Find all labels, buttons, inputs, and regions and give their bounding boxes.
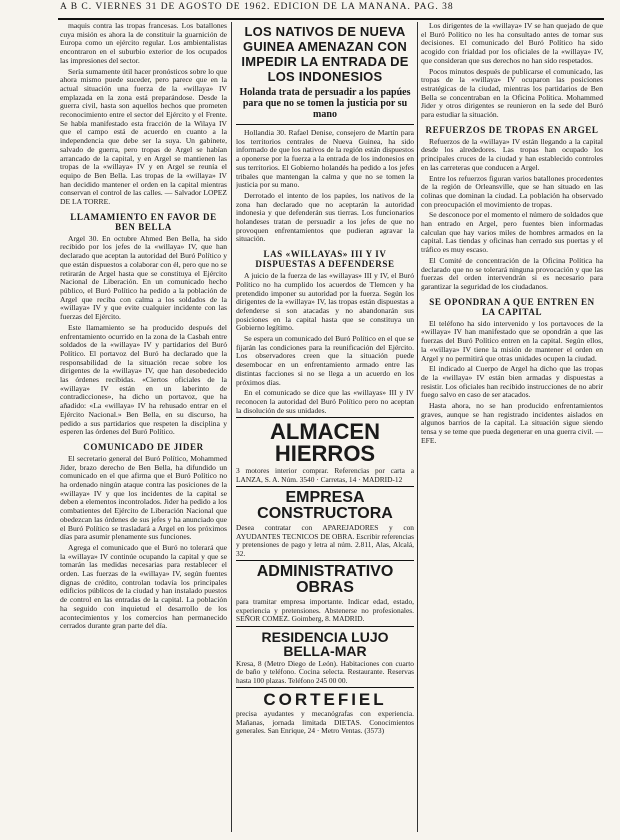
ad-title: ALMACEN HIERROS (270, 419, 380, 467)
classified-ad (236, 626, 414, 688)
article-paragraph: El secretario general del Buró Político, Mohammed Jider, brazo derecho de Ben Bella, ha difundido un comunicado en el que afirma que el Buró Político no ha ordenado ningún ataque contra las posiciones de la «willaya» IV y que los incidentes de la capital se deben a elementos incontrolados. Jider ha pedido a los combatientes del Ejército de Liberación Nacional que obedezcan las órdenes de sus jefes y ha anunciado que el Buró Político se trasladará a Argel en los próximos días para asumir plenamente sus funciones. (60, 453, 227, 542)
classified-ad (236, 486, 414, 560)
running-head: A B C. VIERNES 31 DE AGOSTO DE 1962. EDICION DE LA MAÑANA. PAG. 38 (60, 2, 454, 12)
article-paragraph: Sería sumamente útil hacer pronósticos sobre lo que ahora mismo puede suceder, pero parece que en la actual situación una fuerza de la «willaya» IV emplazada en la zona está preparándose. Desde la guerra civil, hasta son aquellos hechos que prometen reconocimiento entre el sector del Ejército y el Frente. Se había manifestado esta fracción de la Wilaya IV que el campo está de acuerdo en cuanto a la independencia que debe ser la suya. Un gabinete, salvado de guerra, pero tropas de Argel se habían arrancado de la capital, y en Argel se mantienen las tropas de la «willaya» IV y en Argel se reunía el equipo de Ben Bella. Las tropas de la «willaya» IV han decidido mantener el orden en la capital mientras conservan el control de las calles. — Salvador LOPEZ DE LA TORRE. (60, 66, 227, 207)
ad-title: EMPRESA CONSTRUCTORA (257, 489, 393, 523)
section-heading: SE OPONDRAN A QUE ENTREN EN LA CAPITAL (429, 296, 595, 317)
section-heading: REFUERZOS DE TROPAS EN ARGEL (425, 124, 599, 135)
classified-ad (236, 417, 414, 486)
ad-text: Kresa, 8 (Metro Diego de León). Habitaciones con cuarto de baño y teléfono. Cocina selecta. Restaurante. Reservas hasta 100 plazas. Teléfono 245 00 00. (236, 658, 414, 685)
headline-block (236, 22, 414, 125)
article-paragraph: El Comité de concentración de la Oficina Política ha declarado que no se tolerará ninguna provocación y que las fuerzas del orden intervendrán si es necesario para garantizar la seguridad de los ciudadanos. (421, 255, 603, 291)
ad-text: Desea contratar con APAREJADORES y con AYUDANTES TECNICOS DE OBRA. Escribir referencias y pretensiones de pago y letra al núm. 2.811, Alas, Alcalá, 32. (236, 523, 414, 558)
article-paragraph: Agrega el comunicado que el Buró no tolerará que la «willaya» IV continúe ocupando la capital y que se tomarán las medidas necesarias para restablecer el orden. Las fuerzas de la «willaya» IV, según fuentes dignas de crédito, controlan todavía los principales edificios públicos de la ciudad y han instalado puestos de control en las entradas de la capital. La población ha seguido con inquietud el desarrollo de los acontecimientos y los comercios han permanecido cerrados durante gran parte del día. (60, 542, 227, 631)
article-paragraph: El teléfono ha sido intervenido y los portavoces de la «willaya» IV han manifestado que se opondrán a que las fuerzas del Buró Político entren en la capital. Según ellos, la «willaya» IV tiene la misión de mantener el orden en Argel y no permitirá que otras unidades ocupen la ciudad. (421, 318, 603, 363)
article-paragraph: maquis contra las tropas francesas. Los batallones cuya misión es ahora la de constituir la guarnición de Europa como un ejército regular. Los ambientalistas encontraron en el suburbio exterior de los ocupados las impresiones del sector. (60, 22, 227, 65)
article-paragraph: Argel 30. En octubre Ahmed Ben Bella, ha sido recibido por los jefes de la «willaya» IV, que han declarado que aceptan la autoridad del Buró Político y que están dispuestos a colaborar con él, pero que no se retirarán de Argel hasta que se constituya el Ejército Nacional de Liberación. En un comunicado hecho público, el Buró Político ha pedido a la población de Argel que reciba con calma a los soldados de la «willaya» IV y que evite cualquier incidente con las fuerzas del Ejército. (60, 233, 227, 322)
sub-headline: Holanda trata de persuadir a los papúes para que no se tomen la justicia por su mano (239, 87, 411, 120)
article-paragraph: Hasta ahora, no se han producido enfrentamientos graves, aunque se han registrado incidentes aislados en algunos barrios de la capital. La situación sigue siendo tensa y se teme que pueda degenerar en una guerra civil. — EFE. (421, 401, 603, 445)
ad-title: RESIDENCIA LUJO BELLA-MAR (261, 628, 389, 659)
column-rule-1 (231, 22, 232, 832)
article-paragraph: A juicio de la fuerza de las «willayas» III y IV, el Buró Político no ha cumplido los acuerdos de Tlemcen y ha pretendido imponer su autoridad por la fuerza. Según los dirigentes de la «willaya» IV, las tropas están dispuestas a defenderse si son atacadas y no abandonarán sus posiciones en la capital hasta que se constituya un Gobierno legítimo. (236, 271, 414, 333)
article-paragraph: Refuerzos de la «willaya» IV están llegando a la capital desde los alrededores. Las tropas han ocupado los principales cruces de la ciudad y han establecido controles en las carreteras que conducen a Argel. (421, 136, 603, 172)
column-rule-2 (417, 22, 418, 832)
section-heading: COMUNICADO DE JIDER (83, 441, 204, 452)
ad-text: 3 motores interior comprar. Referencias por carta a LANZA, S. A. Núm. 3540 · Carretas, 14 · MADRID-12 (236, 466, 414, 484)
section-heading: LLAMAMIENTO EN FAVOR DE BEN BELLA (70, 211, 217, 232)
article-paragraph: Este llamamiento se ha producido después del enfrentamiento ocurrido en la zona de la Casbah entre soldados de la «willaya» IV y partidarios del Buró Político. El portavoz del Buró ha declarado que la responsabilidad de la situación recae sobre los dirigentes de la «willaya» IV, que han desobedecido las órdenes recibidas. «Ciertos oficiales de la «willaya» IV están en un laberinto de contradicciones», ha dicho un portavoz, que ha añadido: «La «willaya» IV ha rehusado entrar en el Ejército Nacional.» Ben Bella, en su discurso, ha pedido a sus partidarios que respeten la disciplina y esperen las órdenes del Buró Político. (60, 322, 227, 437)
classified-ad (236, 687, 414, 738)
ad-title: CORTEFIEL (263, 690, 387, 710)
article-paragraph: Derrotado el intento de los papúes, los nativos de la zona han declarado que no aceptarán la autoridad indonesia y que defenderán sus tierras. Los funcionarios holandeses tratan de persuadir a los jefes de que no provoquen enfrentamientos que pudieran agravar la situación. (236, 190, 414, 244)
article-paragraph: Pocos minutos después de publicarse el comunicado, las tropas de la «willaya» IV ocuparon las posiciones estratégicas de la ciudad, mientras los partidarios de Ben Bella se concentraban en la Oficina Política. Mohammed Jider y otros dirigentes se reunieron en la sede del Buró para estudiar la situación. (421, 66, 603, 120)
article-paragraph: Entre los refuerzos figuran varios batallones procedentes de la región de Orleansville, que se han situado en las colinas que dominan la ciudad. La población ha observado con preocupación el movimiento de tropas. (421, 173, 603, 209)
classified-ad (236, 560, 414, 626)
ad-text: precisa ayudantes y mecanógrafas con experiencia. Mañanas, jornada limitada DIETAS. Conocimientos generales. San Enrique, 24 · Metro Ventas. (3573) (236, 709, 414, 736)
section-heading: LAS «WILLAYAS» III Y IV DISPUESTAS A DEFENDERSE (255, 249, 395, 270)
article-paragraph: Se desconoce por el momento el número de soldados que han entrado en Argel, pero fuentes bien informadas calculan que hay varios miles de hombres armados en la capital. Las tiendas y oficinas han cerrado sus puertas y el tráfico es muy escaso. (421, 210, 603, 255)
ad-text: para tramitar empresa importante. Indicar edad, estado, experiencia y pretensiones. Abstenerse no profesionales. SEÑOR COMEZ. Goimberg, 8. MADRID. (236, 597, 414, 624)
header-rule (58, 18, 604, 20)
article-paragraph: El indicado al Cuerpo de Argel ha dicho que las tropas de la «willaya» IV están bien armadas y dispuestas a resistir. Los oficiales han recibido instrucciones de no abrir fuego salvo en caso de ser atacados. (421, 364, 603, 400)
article-paragraph: En el comunicado se dice que las «willayas» III y IV reconocen la autoridad del Buró Político pero no aceptan la disolución de sus unidades. (236, 388, 414, 415)
article-paragraph: Los dirigentes de la «willaya» IV se han quejado de que el Buró Político no les ha consultado antes de tomar sus decisiones. El comunicado del Buró Político ha sido acogido con frialdad por los oficiales de la «willaya» IV, que consideran que sus derechos no han sido respetados. (421, 22, 603, 65)
column-right (421, 22, 603, 832)
ad-title: ADMINISTRATIVO OBRAS (256, 563, 394, 597)
article-paragraph: Se espera un comunicado del Buró Político en el que se fijarán las condiciones para la reunificación del Ejército. Los observadores creen que la situación puede desembocar en un enfrentamiento armado entre las distintas facciones si no se llega a un acuerdo en los próximos días. (236, 334, 414, 387)
article-paragraph: Hollandia 30. Rafael Denise, consejero de Martín para los territorios centrales de Nueva Guinea, ha sido informado de que los nativos de la región están dispuestos a oponerse por la fuerza a la entrada de los indonesios en sus territorios. El Gobierno holandés ha pedido a los jefes tribales que mantengan la calma y que no se tomen la justicia por su mano. (236, 128, 414, 190)
main-headline: LOS NATIVOS DE NUEVA GUINEA AMENAZAN CON IMPEDIR LA ENTRADA DE LOS INDONESIOS (241, 24, 409, 84)
column-center (236, 22, 414, 832)
column-left (60, 22, 227, 832)
